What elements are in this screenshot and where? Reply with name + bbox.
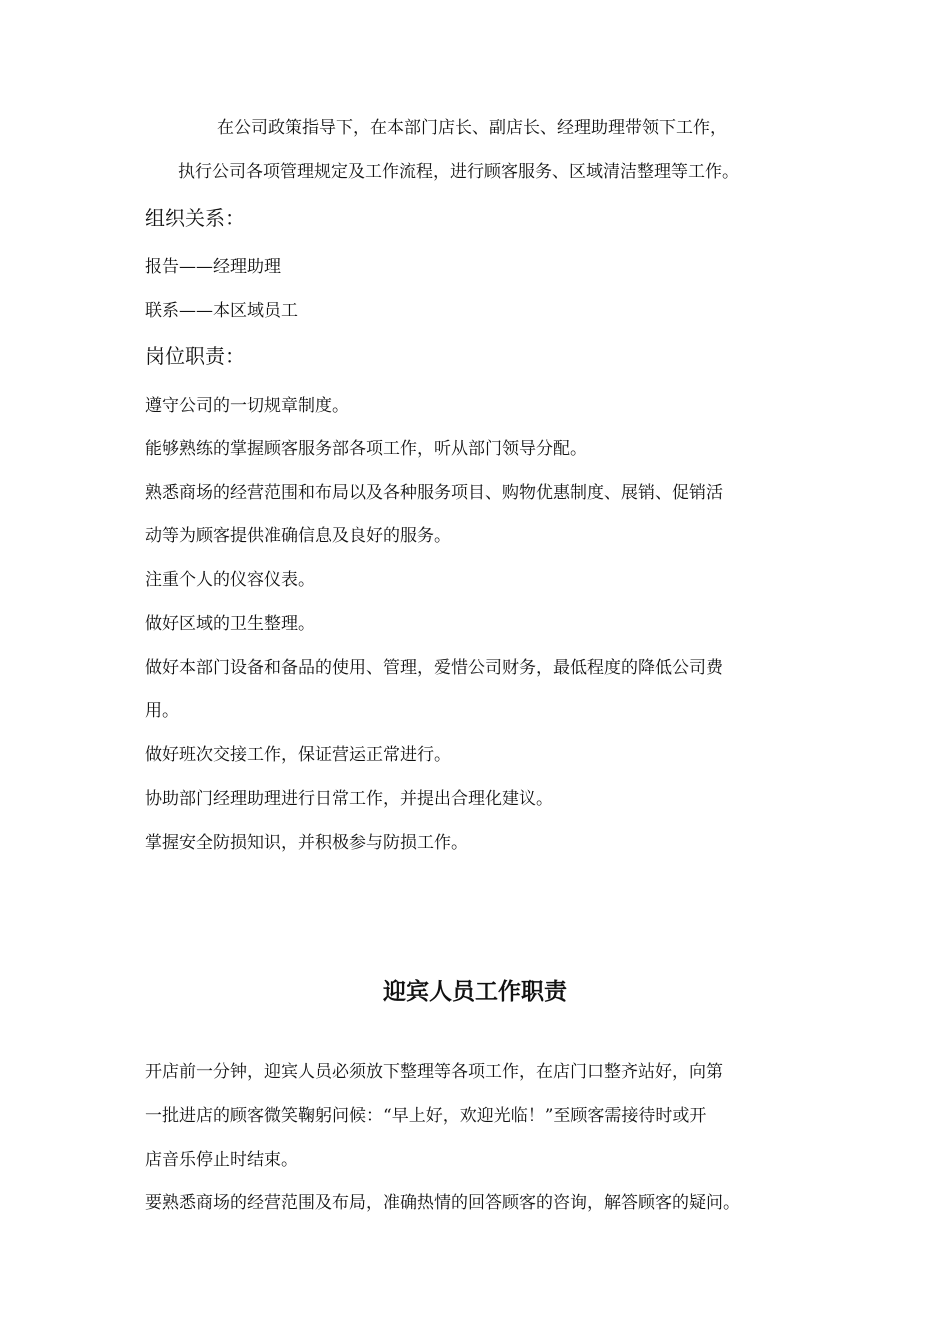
greeter-line: 一批进店的顾客微笑鞠躬问候：“早上好，欢迎光临！”至顾客需接待时或开 [145,1106,707,1126]
duty-item: 熟悉商场的经营范围和布局以及各种服务项目、购物优惠制度、展销、促销活 [145,483,723,503]
greeter-line: 开店前一分钟，迎宾人员必须放下整理等各项工作，在店门口整齐站好，向第 [145,1062,723,1082]
duty-item: 能够熟练的掌握顾客服务部各项工作，听从部门领导分配。 [145,439,587,459]
section-title: 迎宾人员工作职责 [383,978,567,1005]
duty-item: 遵守公司的一切规章制度。 [145,396,349,416]
duty-item: 用。 [145,701,179,721]
duties-heading: 岗位职责： [145,344,245,368]
org-contact: 联系——本区域员工 [145,301,298,321]
duty-item: 动等为顾客提供准确信息及良好的服务。 [145,526,451,546]
org-heading: 组织关系： [145,206,245,230]
duty-item: 协助部门经理助理进行日常工作，并提出合理化建议。 [145,789,553,809]
duty-item: 做好班次交接工作，保证营运正常进行。 [145,745,451,765]
greeter-line: 要熟悉商场的经营范围及布局，准确热情的回答顾客的咨询，解答顾客的疑问。 [145,1193,740,1213]
intro-line-2: 执行公司各项管理规定及工作流程，进行顾客服务、区域清洁整理等工作。 [178,162,739,182]
duty-item: 掌握安全防损知识，并积极参与防损工作。 [145,833,468,853]
duty-item: 注重个人的仪容仪表。 [145,570,315,590]
intro-line-1: 在公司政策指导下，在本部门店长、副店长、经理助理带领下工作， [217,118,727,138]
duty-item: 做好区域的卫生整理。 [145,614,315,634]
org-report: 报告——经理助理 [145,257,281,277]
duty-item: 做好本部门设备和备品的使用、管理，爱惜公司财务，最低程度的降低公司费 [145,658,723,678]
greeter-line: 店音乐停止时结束。 [145,1150,298,1170]
